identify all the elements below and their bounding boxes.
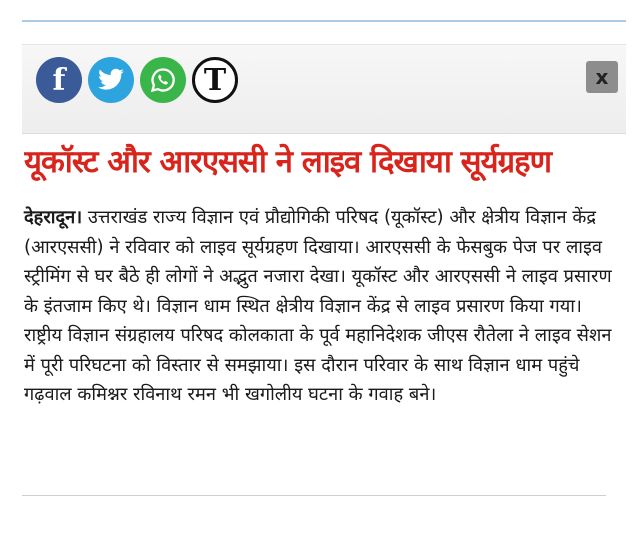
share-icons bbox=[36, 57, 238, 103]
t-logo-icon[interactable]: T bbox=[192, 57, 238, 103]
headline: यूकॉस्ट और आरएससी ने लाइव दिखाया सूर्यग्रहण bbox=[24, 144, 551, 180]
close-button[interactable]: x bbox=[586, 61, 618, 93]
bottom-divider bbox=[22, 495, 606, 496]
share-bar bbox=[22, 44, 626, 134]
facebook-icon[interactable]: f bbox=[36, 57, 82, 103]
dateline: देहरादून। bbox=[24, 207, 83, 228]
article-body bbox=[24, 203, 614, 410]
article-text: उत्तराखंड राज्य विज्ञान एवं प्रौद्योगिकी परिषद (यूकॉस्ट) और क्षेत्रीय विज्ञान केंद्र (आरएससी) ने रविवार को लाइव सूर्यग्रहण दिखाया। आरएससी के फेसबुक पेज पर लाइव स्ट्रीमिंग से घर बैठे ही लोगों ने अद्भुत नजारा देखा। यूकॉस्ट और आरएससी ने लाइव प्रसारण के इंतजाम किए थे। विज्ञान धाम स्थित क्षेत्रीय विज्ञान केंद्र से लाइव प्रसारण किया गया। राष्ट्रीय विज्ञान संग्रहालय परिषद कोलकाता के पूर्व महानिदेशक जीएस रौतेला ने लाइव सेशन में पूरी परिघटना को विस्तार से समझाया। इस दौरान परिवार के साथ विज्ञान धाम पहुंचे गढ़वाल कमिश्नर रविनाथ रमन भी खगोलीय घटना के गवाह बने। bbox=[24, 207, 612, 405]
top-divider bbox=[22, 20, 626, 22]
twitter-icon[interactable] bbox=[88, 57, 134, 103]
whatsapp-icon[interactable] bbox=[140, 57, 186, 103]
